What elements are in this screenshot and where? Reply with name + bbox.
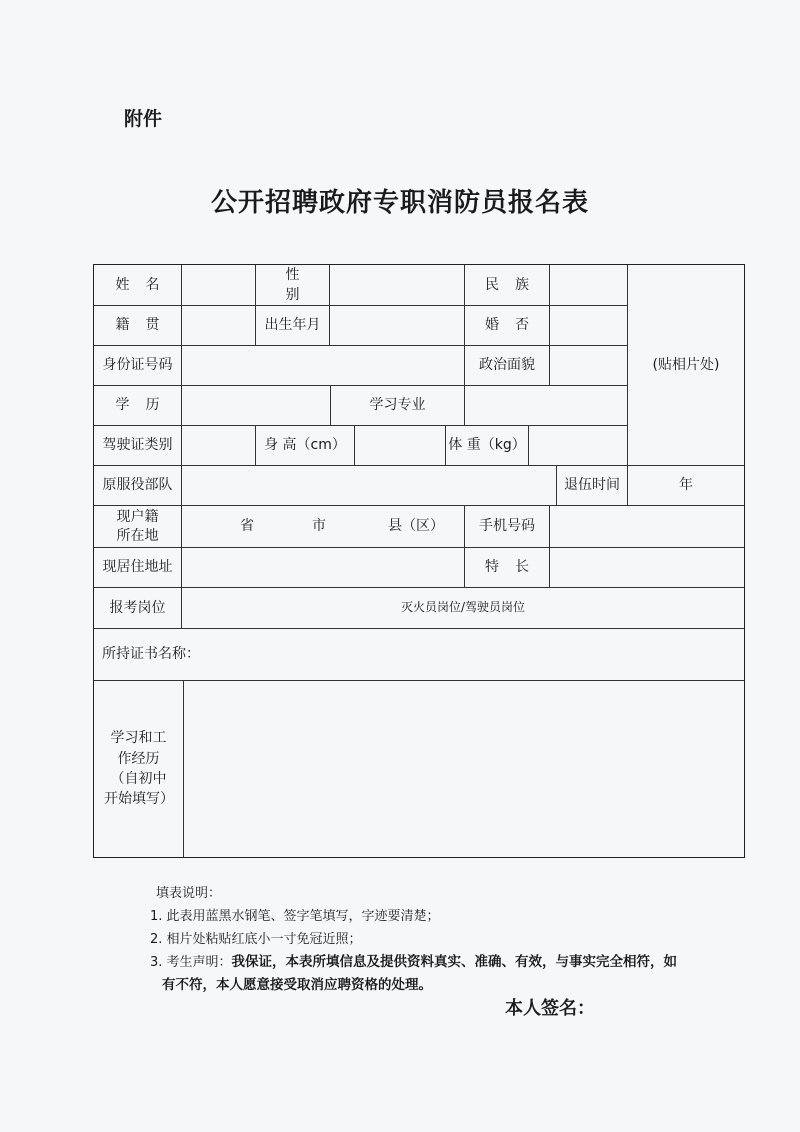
specialty-field[interactable] [550, 548, 744, 588]
major-field[interactable] [465, 386, 628, 426]
certificate-field[interactable] [94, 629, 744, 681]
marital-field[interactable] [550, 306, 628, 346]
filling-instructions [150, 882, 677, 997]
height-field[interactable] [355, 426, 446, 466]
id-number-field[interactable] [182, 346, 465, 386]
declaration-continued: 有不符，本人愿意接受取消应聘资格的处理。 [162, 977, 432, 993]
address-field[interactable] [182, 548, 465, 588]
county-label: 县（区） [388, 518, 444, 535]
education-label: 学历 [94, 386, 182, 426]
birth-date-field[interactable] [330, 306, 465, 346]
ethnicity-label: 民族 [465, 265, 550, 306]
weight-label: 体 重（kg） [446, 426, 529, 466]
political-label: 政治面貌 [465, 346, 550, 386]
instructions-heading: 填表说明： [156, 886, 222, 901]
position-label: 报考岗位 [94, 588, 182, 629]
attachment-label: 附件 [124, 108, 163, 130]
experience-field[interactable] [184, 681, 744, 857]
declaration-text: 我保证，本表所填信息及提供资料真实、准确、有效，与事实完全相符，如 [231, 954, 678, 970]
education-field[interactable] [182, 386, 331, 426]
experience-label: 学习和工作经历（自初中开始填写） [94, 681, 184, 857]
specialty-label: 特长 [465, 548, 550, 588]
license-label: 驾驶证类别 [94, 426, 182, 466]
native-place-label: 籍贯 [94, 306, 182, 346]
phone-field[interactable] [550, 506, 744, 548]
signature-label: 本人签名： [505, 998, 595, 1019]
photo-area: (贴相片处) [628, 265, 744, 466]
former-unit-label: 原服役部队 [94, 466, 182, 506]
political-field[interactable] [550, 346, 628, 386]
gender-label: 性别 [256, 265, 330, 306]
birth-date-label: 出生年月 [256, 306, 330, 346]
city-label: 市 [312, 518, 326, 535]
name-field[interactable] [182, 265, 256, 306]
phone-label: 手机号码 [465, 506, 550, 548]
position-options[interactable]: 灭火员岗位/驾驶员岗位 [182, 588, 744, 629]
id-number-label: 身份证号码 [94, 346, 182, 386]
declaration-prefix: 3. 考生声明： [150, 955, 232, 970]
native-place-field[interactable] [182, 306, 256, 346]
hukou-field[interactable] [182, 506, 465, 548]
instruction-item-2: 2. 相片处粘贴红底小一寸免冠近照； [150, 932, 362, 947]
height-label: 身 高（cm） [256, 426, 355, 466]
major-label: 学习专业 [331, 386, 465, 426]
year-unit: 年 [679, 477, 693, 494]
hukou-label: 现户籍 所在地 [94, 506, 182, 548]
instruction-item-3 [150, 951, 677, 974]
former-unit-field[interactable] [182, 466, 557, 506]
province-label: 省 [240, 518, 254, 535]
marital-label: 婚否 [465, 306, 550, 346]
instruction-item-1: 1. 此表用蓝黑水钢笔、签字笔填写，字迹要清楚； [150, 909, 440, 924]
license-field[interactable] [182, 426, 256, 466]
discharge-time-label: 退伍时间 [557, 466, 628, 506]
gender-field[interactable] [330, 265, 465, 306]
discharge-year-field[interactable] [628, 466, 744, 506]
certificate-label: 所持证书名称： [102, 646, 200, 663]
form-title: 公开招聘政府专职消防员报名表 [210, 188, 589, 218]
address-label: 现居住地址 [94, 548, 182, 588]
ethnicity-field[interactable] [550, 265, 628, 306]
weight-field[interactable] [529, 426, 628, 466]
registration-table [93, 264, 745, 858]
name-label: 姓名 [94, 265, 182, 306]
